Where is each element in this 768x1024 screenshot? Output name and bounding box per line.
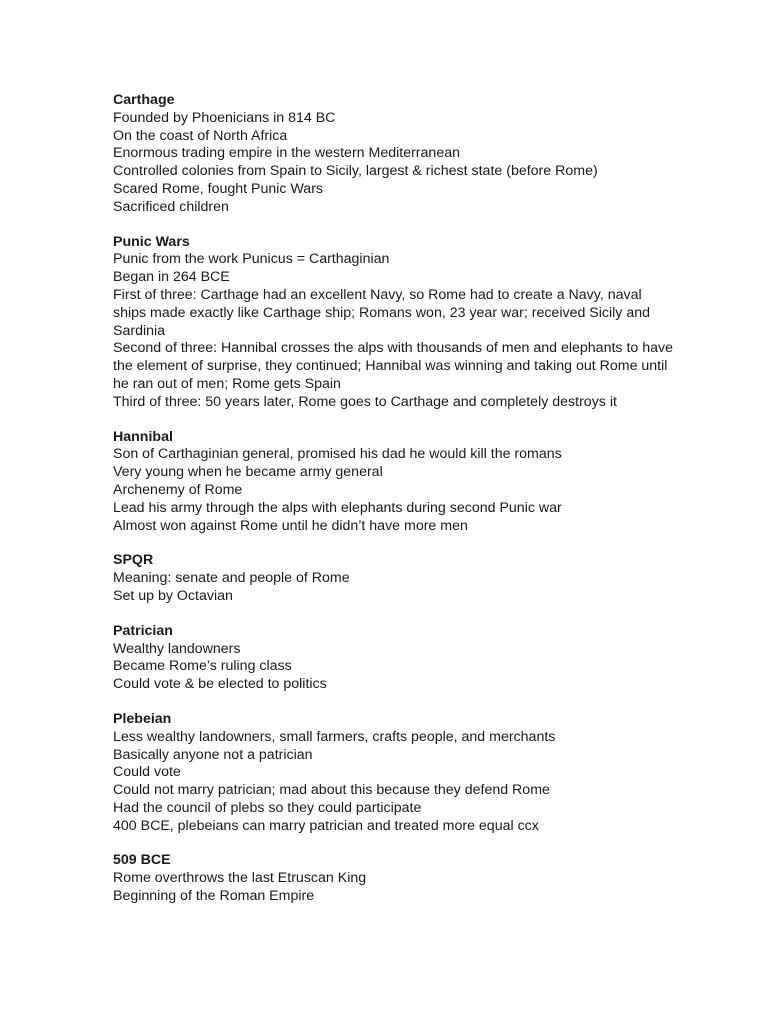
note-line: Could vote & be elected to politics: [113, 676, 327, 693]
note-line: Basically anyone not a patrician: [113, 746, 313, 763]
section-heading: Carthage: [113, 92, 175, 108]
note-line: First of three: Carthage had an excellent Navy, so Rome had to create a Navy, naval ships made exactly like Carthage ship; Romans won, 23 year war; received Sicily and Sardinia: [113, 286, 651, 339]
section-heading: 509 BCE: [113, 852, 171, 869]
note-line: On the coast of North Africa: [113, 127, 288, 144]
note-line: Third of three: 50 years later, Rome goes to Carthage and completely destroys it: [113, 393, 617, 410]
note-line: Could vote: [113, 764, 181, 781]
section-carthage: [113, 92, 673, 217]
note-line: Rome overthrows the last Etruscan King: [113, 870, 367, 887]
section-punic-wars: [113, 234, 673, 412]
section-heading: Hannibal: [113, 428, 173, 445]
note-line: Lead his army through the alps with elephants during second Punic war: [113, 499, 562, 516]
section-spqr: [113, 552, 673, 605]
note-line: Son of Carthaginian general, promised his dad he would kill the romans: [113, 446, 562, 463]
note-line: Punic from the work Punicus = Carthaginian: [113, 251, 390, 268]
note-line: Founded by Phoenicians in 814 BC: [113, 109, 336, 126]
note-line: Wealthy landowners: [113, 640, 241, 657]
section-509-bce: [113, 852, 673, 905]
note-line: Meaning: senate and people of Rome: [113, 570, 350, 587]
note-line: Controlled colonies from Spain to Sicily, largest & richest state (before Rome): [113, 163, 598, 180]
note-line: Very young when he became army general: [113, 464, 383, 481]
note-line: Could not marry patrician; mad about this because they defend Rome: [113, 782, 550, 799]
document-page: [113, 92, 673, 923]
section-plebeian: [113, 711, 673, 836]
section-patrician: [113, 623, 673, 694]
note-line: Second of three: Hannibal crosses the alps with thousands of men and elephants to have the element of surprise, they continued; Hannibal was winning and taking out Rome until he ran out of men; Rome gets Spain: [113, 340, 673, 392]
note-line: 400 BCE, plebeians can marry patrician and treated more equal ccx: [113, 817, 539, 834]
note-line: Beginning of the Roman Empire: [113, 888, 315, 905]
note-line: Scared Rome, fought Punic Wars: [113, 180, 324, 197]
note-line: Less wealthy landowners, small farmers, crafts people, and merchants: [113, 728, 556, 745]
note-line: Almost won against Rome until he didn’t have more men: [113, 517, 468, 534]
section-heading: Patrician: [113, 622, 173, 639]
section-heading: Punic Wars: [113, 233, 190, 250]
section-heading: Plebeian: [113, 710, 172, 727]
note-line: Set up by Octavian: [113, 587, 233, 604]
note-line: Sacrificed children: [113, 198, 229, 215]
note-line: Began in 264 BCE: [113, 269, 230, 286]
note-line: Became Rome’s ruling class: [113, 658, 292, 675]
note-line: Enormous trading empire in the western Mediterranean: [113, 145, 460, 162]
note-line: Archenemy of Rome: [113, 481, 243, 498]
section-heading: SPQR: [113, 552, 154, 569]
note-line: Had the council of plebs so they could participate: [113, 799, 422, 816]
section-hannibal: [113, 429, 673, 536]
